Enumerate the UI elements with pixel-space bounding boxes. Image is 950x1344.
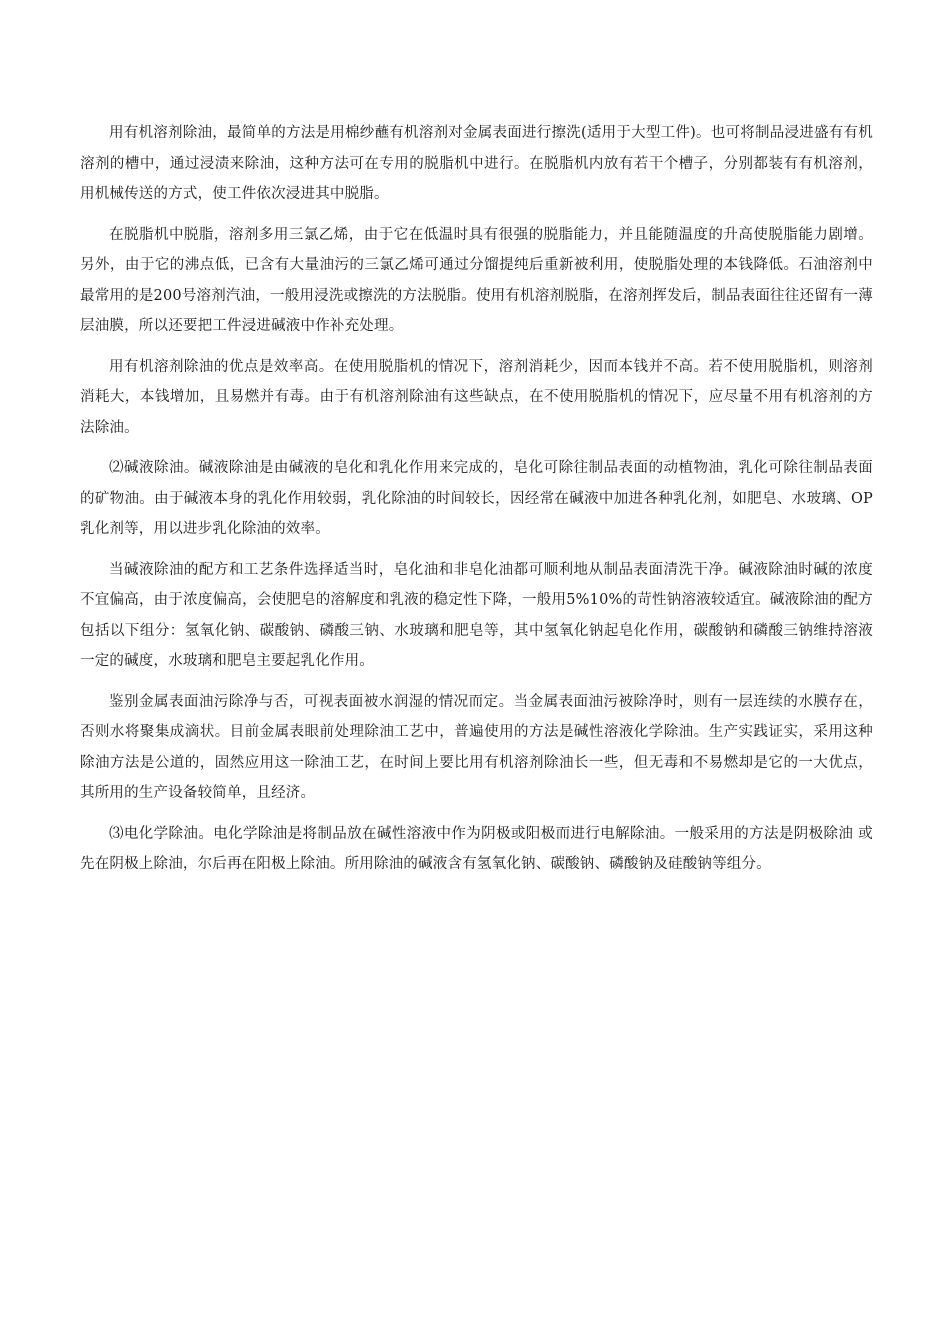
paragraph-cleanliness-check: 鉴别金属表面油污除净与否，可视表面被水润湿的情况而定。当金属表面油污被除净时，则有一层连续的水膜存在，否则水将聚集成滴状。目前金属表眼前处理除油工艺中，普遍使用的方法是碱性溶液化学除油。生产实践证实，采用这种除油方法是公道的，固然应用这一除油工艺，在时间上要比用有机溶剂除油长一些，但无毒和不易燃却是它的一大优点，其所用的生产设备较简单，且经济。 — [80, 693, 873, 801]
paragraph-alkaline-degreasing: ⑵碱液除油。碱液除油是由碱液的皂化和乳化作用来完成的，皂化可除往制品表面的动植物油，乳化可除往制品表面的矿物油。由于碱液本身的乳化作用较弱，乳化除油的时间较长，因经常在碱液中加进各种乳化剂，如肥皂、水玻璃、OP乳化剂等，用以进步乳化除油的效率。 — [80, 460, 873, 537]
paragraph-alkaline-formula: 当碱液除油的配方和工艺条件选择适当时，皂化油和非皂化油都可顺利地从制品表面清洗干净。碱液除油时碱的浓度不宜偏高，由于浓度偏高，会使肥皂的溶解度和乳液的稳定性下降，一般用5%10%的苛性钠溶液较适宜。碱液除油的配方包括以下组分：氢氧化钠、碳酸钠、磷酸三钠、水玻璃和肥皂等，其中氢氧化钠起皂化作用，碳酸钠和磷酸三钠维持溶液一定的碱度，水玻璃和肥皂主要起乳化作用。 — [80, 561, 873, 669]
paragraph-solvent-advantages: 用有机溶剂除油的优点是效率高。在使用脱脂机的情况下，溶剂消耗少，因而本钱并不高。若不使用脱脂机，则溶剂消耗大，本钱增加，且易燃并有毒。由于有机溶剂除油有这些缺点，在不使用脱脂机的情况下，应尽量不用有机溶剂的方法除油。 — [80, 358, 873, 436]
paragraph-degreasing-machine: 在脱脂机中脱脂，溶剂多用三氯乙烯，由于它在低温时具有很强的脱脂能力，并且能随温度的升高使脱脂能力剧增。另外，由于它的沸点低，已含有大量油污的三氯乙烯可通过分馏提纯后重新被利用，使脱脂处理的本钱降低。石油溶剂中最常用的是200号溶剂汽油，一般用浸洗或擦洗的方法脱脂。使用有机溶剂脱脂，在溶剂挥发后，制品表面往往还留有一薄层油膜，所以还要把工件浸进碱液中作补充处理。 — [80, 226, 873, 334]
paragraph-electrochemical-degreasing: ⑶电化学除油。电化学除油是将制品放在碱性溶液中作为阴极或阳极而进行电解除油。一般采用的方法是阴极除油 或先在阴极上除油，尔后再在阳极上除油。所用除油的碱液含有氢氧化钠、碳酸钠、磷酸钠及硅酸钠等组分。 — [80, 825, 873, 872]
document-body — [80, 118, 873, 890]
paragraph-solvent-degreasing-methods: 用有机溶剂除油，最简单的方法是用棉纱蘸有机溶剂对金属表面进行擦洗(适用于大型工件)。也可将制品浸进盛有有机溶剂的槽中，通过浸渍来除油，这种方法可在专用的脱脂机中进行。在脱脂机内放有若干个槽子，分别都装有有机溶剂，用机械传送的方式，使工件依次浸进其中脱脂。 — [80, 125, 873, 202]
